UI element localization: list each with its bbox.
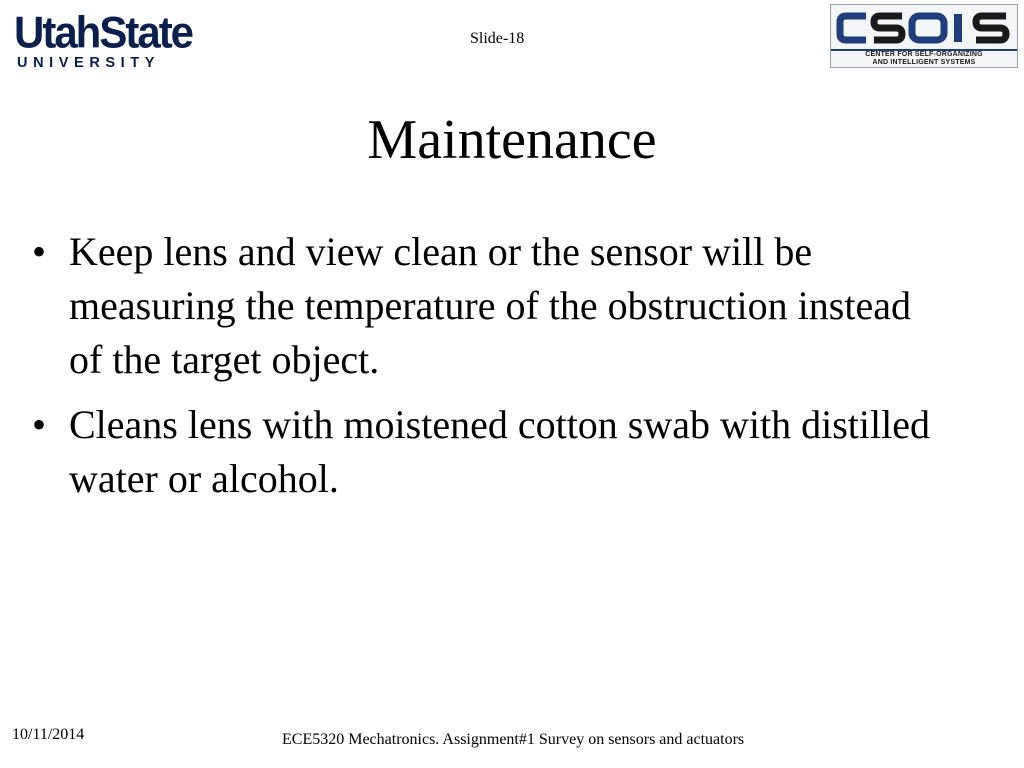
csois-logo <box>830 4 1018 68</box>
slide-title: Maintenance <box>367 109 657 171</box>
footer-date: 10/11/2014 <box>12 726 85 743</box>
usu-logo <box>14 7 200 74</box>
slide-number: Slide-18 <box>470 30 525 47</box>
usu-logo-subtitle: UNIVERSITY <box>17 55 161 71</box>
footer-text: ECE5320 Mechatronics. Assignment#1 Survey on sensors and actuators <box>282 731 745 748</box>
bullet-list <box>32 225 932 517</box>
bullet-item <box>32 225 932 387</box>
csois-letters-graphic <box>836 8 1014 48</box>
bullet-dot: • <box>32 402 47 447</box>
csois-logo-line2: AND INTELLIGENT SYSTEMS <box>872 59 976 66</box>
csois-logo-line1: CENTER FOR SELF-ORGANIZING <box>865 51 983 58</box>
bullet-text: Keep lens and view clean or the sensor will be measuring the temperature of the obstruction instead of the target object. <box>69 229 911 382</box>
bullet-dot: • <box>32 229 47 274</box>
usu-logo-wordmark: UtahState <box>14 7 193 58</box>
bullet-text: Cleans lens with moistened cotton swab with distilled water or alcohol. <box>69 402 931 501</box>
bullet-item <box>32 398 932 506</box>
